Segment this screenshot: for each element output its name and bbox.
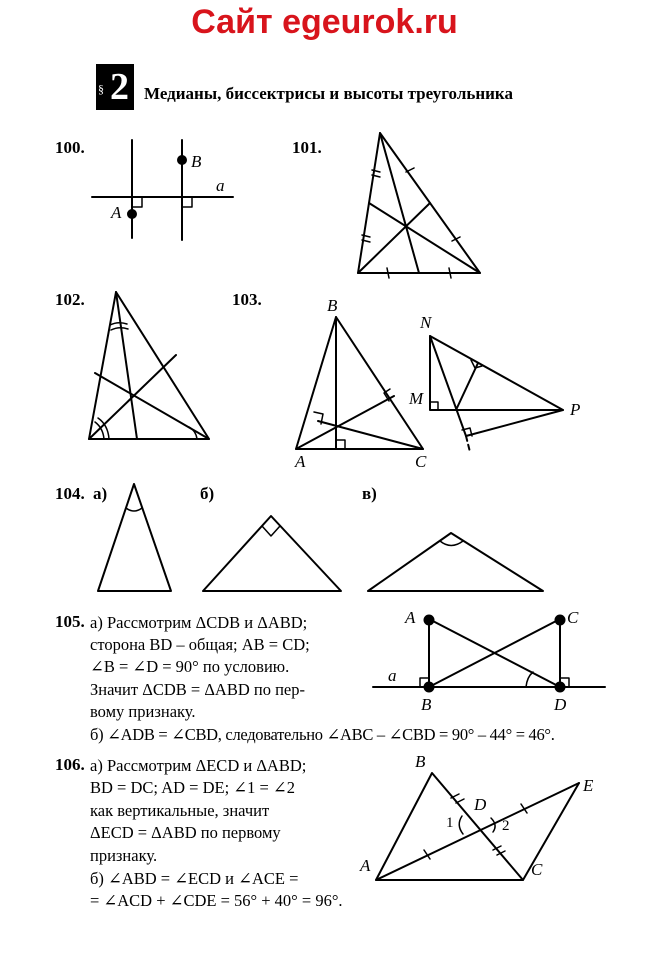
problem-105-line: ∠B = ∠D = 90° по условию. xyxy=(90,657,290,676)
problem-105-line: а) Рассмотрим ΔCDB и ΔABD; xyxy=(90,613,308,632)
section-sign: § xyxy=(98,82,104,96)
problem-106-line: = ∠ACD + ∠CDE = 56° + 40° = 96°. xyxy=(90,891,343,910)
label-e: E xyxy=(583,776,594,795)
angle-label-2: 2 xyxy=(502,818,510,834)
section-number: 2 xyxy=(110,66,129,108)
label-m: M xyxy=(409,389,424,408)
label-b: B xyxy=(421,695,432,714)
problem-106-line: ΔECD = ΔABD по первому xyxy=(90,823,281,842)
label-c: C xyxy=(531,860,543,879)
problem-101-number: 101. xyxy=(292,138,322,157)
figure-104-c xyxy=(368,533,543,591)
point-b xyxy=(425,683,434,692)
point-b xyxy=(178,156,186,164)
label-p: P xyxy=(570,400,581,419)
point-c xyxy=(556,616,565,625)
point-a xyxy=(425,616,434,625)
figure-103-left xyxy=(296,317,423,449)
problem-103-number: 103. xyxy=(232,290,262,309)
problem-100-number: 100. xyxy=(55,138,85,157)
label-a: A xyxy=(405,608,416,627)
problem-105-line: Значит ΔCDB = ΔABD по пер- xyxy=(90,680,305,699)
problem-102-number: 102. xyxy=(55,290,85,309)
problem-104-part-c: в) xyxy=(362,484,377,503)
figure-102 xyxy=(89,292,209,439)
point-a xyxy=(128,210,136,218)
figure-100 xyxy=(92,140,233,240)
problem-106-line: признаку. xyxy=(90,846,158,865)
label-a: A xyxy=(360,856,371,875)
label-c: C xyxy=(415,452,427,471)
figure-106 xyxy=(376,773,579,880)
label-n: N xyxy=(420,313,432,332)
section-title: Медианы, биссектрисы и высоты треугольника xyxy=(144,84,513,103)
figure-104-a xyxy=(98,484,171,591)
label-b: B xyxy=(415,752,426,771)
label-a: A xyxy=(295,452,306,471)
problem-106-line: б) ∠ABD = ∠ECD и ∠ACE = xyxy=(90,869,299,888)
label-d: D xyxy=(554,695,567,714)
label-line-a: a xyxy=(388,666,397,685)
problem-104-number: 104. xyxy=(55,484,85,503)
problem-106-line: BD = DC; AD = DE; ∠1 = ∠2 xyxy=(90,778,295,797)
problem-105-line: б) ∠ADB = ∠CBD, следовательно ∠ABC – ∠CBD = 90° – 44° = 46°. xyxy=(90,725,555,744)
label-a: A xyxy=(111,203,122,222)
figure-104-b xyxy=(203,516,341,591)
label-line-a: a xyxy=(216,176,225,195)
problem-106-line: как вертикальные, значит xyxy=(90,801,270,820)
figure-101 xyxy=(358,133,480,278)
problem-105-number: 105. xyxy=(55,612,85,631)
figure-103-right xyxy=(430,336,563,452)
label-b: B xyxy=(327,296,338,315)
problem-106-line: а) Рассмотрим ΔECD и ΔABD; xyxy=(90,756,307,775)
problem-104-part-b: б) xyxy=(200,484,215,503)
problem-105-line: вому признаку. xyxy=(90,702,196,721)
point-d xyxy=(556,683,565,692)
label-b: B xyxy=(191,152,202,171)
problem-104-part-a: а) xyxy=(93,484,108,503)
label-c: C xyxy=(567,608,579,627)
angle-label-1: 1 xyxy=(446,815,454,831)
problem-105-line: сторона BD – общая; AB = CD; xyxy=(90,635,310,654)
problem-106-number: 106. xyxy=(55,755,85,774)
site-title: Сайт egeurok.ru xyxy=(191,3,458,41)
label-d: D xyxy=(474,795,487,814)
